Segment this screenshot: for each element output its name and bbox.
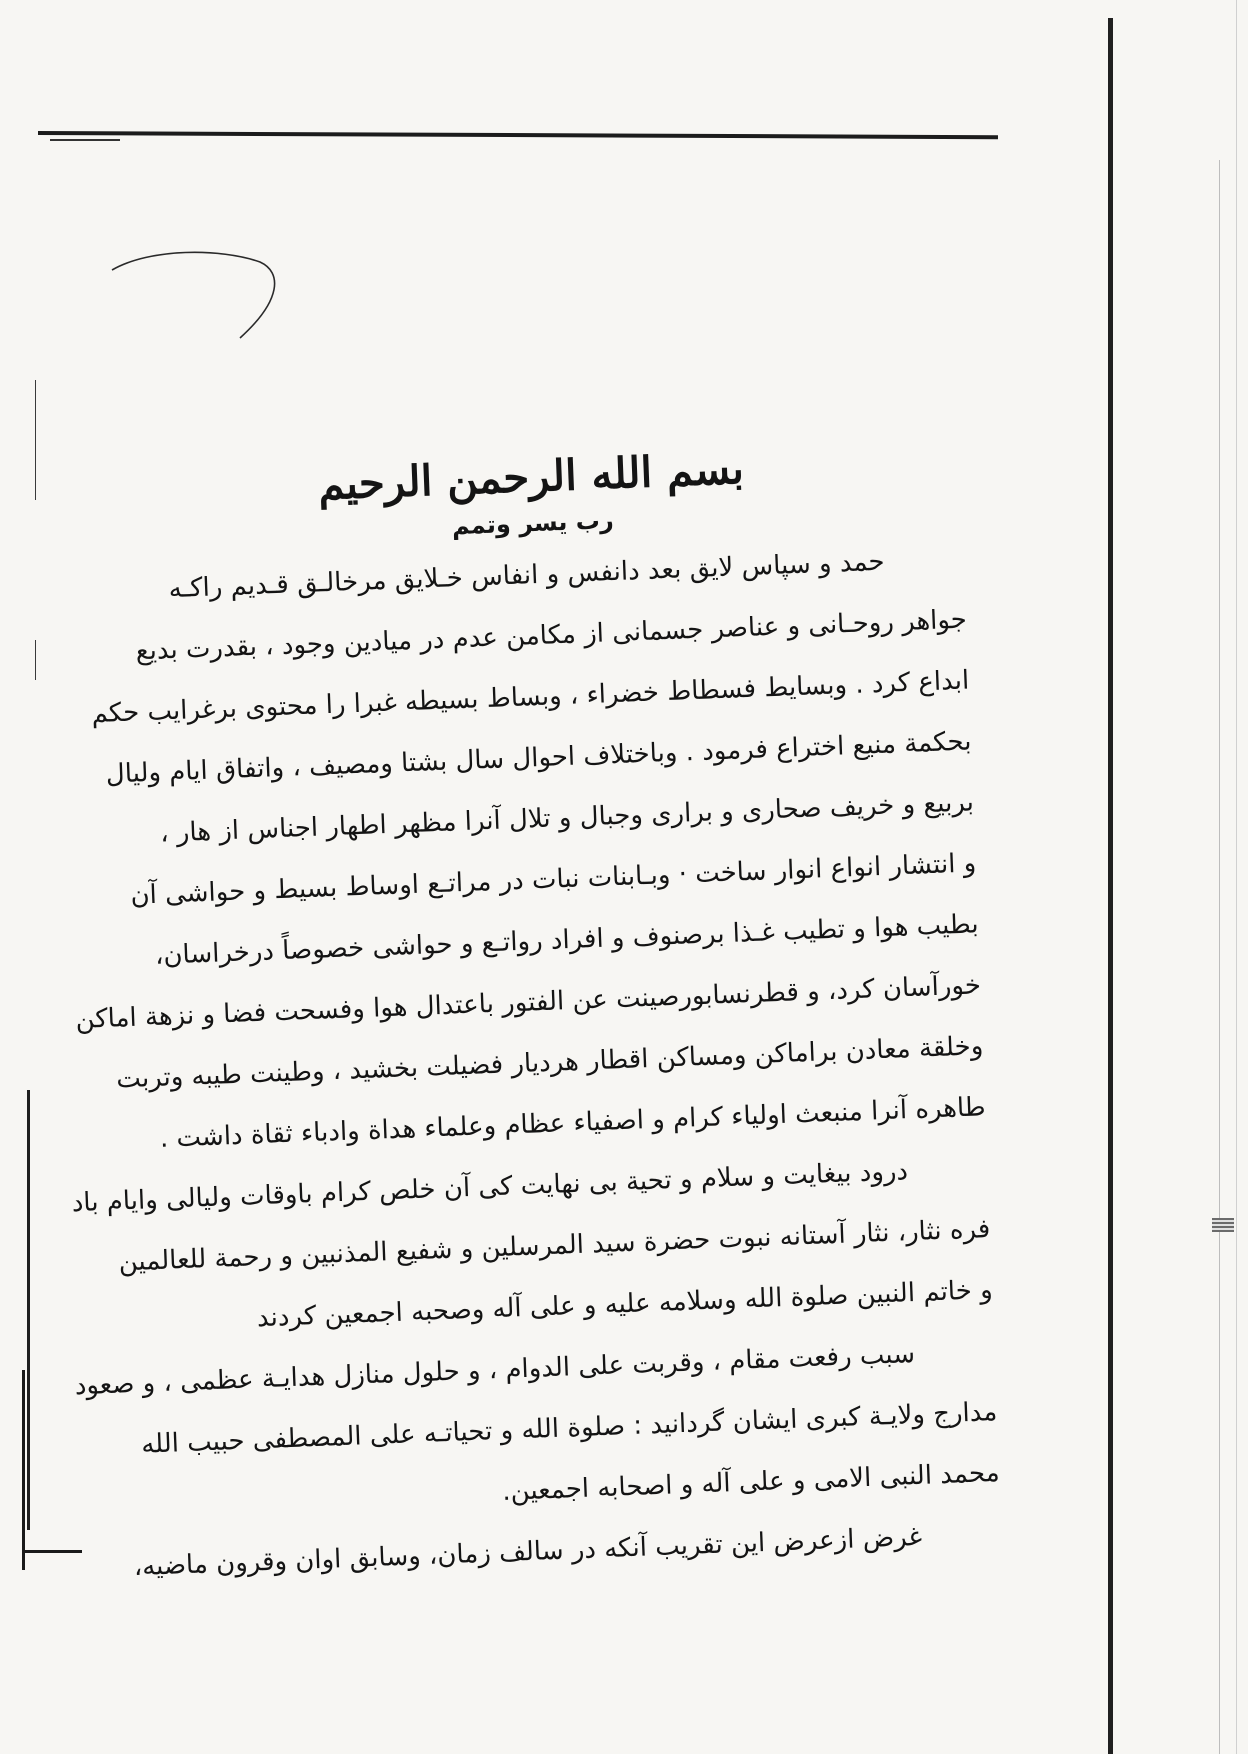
text-line: حمد و سپاس لایق بعد دانفس و انفاس خـلایق مرخالـق قـدیم راکـه xyxy=(168,546,886,605)
top-rule-line xyxy=(38,131,998,139)
paragraph-blessings xyxy=(71,1138,994,1352)
left-margin-mark xyxy=(27,1090,30,1530)
text-line: طاهره آنرا منبعث اولیاء کرام و اصفیاء عظام وعلماء هداة وادباء ثقاة داشت . xyxy=(159,1092,987,1154)
text-line: و انتشار انواع انوار ساخت · وبـابنات نبات در مراتـع اوساط بسیط و حواشی آن xyxy=(129,848,977,911)
page-edge-line-outer xyxy=(1236,0,1237,1754)
text-line: فره نثار، نثار آستانه نبوت حضرة سید المرسلین و شفیع المذنبین و رحمة للعالمین xyxy=(118,1214,991,1278)
text-line: بطیب هوا و تطیب غـذا برصنوف و افراد رواتـع و حواشی خصوصاً درخراسان، xyxy=(154,909,980,971)
left-margin-mark-middle xyxy=(35,640,36,680)
text-line: غرض ازعرض این تقریب آنکه در سالف زمان، وسابق اوان وقرون ماضیه، xyxy=(133,1521,923,1583)
manuscript-text xyxy=(71,435,1003,1596)
subtitle-invocation: رب یسر وتمم xyxy=(451,506,615,541)
text-line: جواهر روحـانی و عناصر جسمانی از مکامن عدم در میادین وجود ، بقدرت بدیع xyxy=(135,604,968,667)
paragraph-elevation xyxy=(74,1321,1001,1535)
text-line: محمد النبی الامی و علی آله و اصحابه اجمعین. xyxy=(501,1457,1001,1507)
paragraph-praise xyxy=(74,529,987,1169)
left-margin-mark-lower xyxy=(22,1370,25,1570)
text-line: ابداع کرد . وبسایط فسطاط خضراء ، وبساط بسیطه غبرا را محتوی برغرایب حکم xyxy=(90,665,970,730)
text-line: درود بیغایت و سلام و تحیة بی نهایت کی آن خلص کرام باوقات ولیالی وایام باد xyxy=(71,1156,909,1219)
text-line: خورآسان کرد، و قطرنسابورصینت عن الفتور باعتدال هوا وفسحت فضا و نزهة اماکن xyxy=(74,970,982,1036)
basmala-heading: بسم الله الرحمن الرحیم xyxy=(317,443,745,510)
edge-scan-artifact xyxy=(1212,1218,1234,1232)
text-line: و خاتم النبین صلوة الله وسلامه علیه و علی آله وصحبه اجمعین کردند xyxy=(256,1275,994,1334)
binding-edge-line xyxy=(1108,18,1113,1754)
text-line: مدارج ولایـة کبری ایشان گردانید : صلوة الله و تحیاتـه علی المصطفی حبیب الله xyxy=(140,1396,998,1460)
text-line: وخلقة معادن براماکن ومساکن اقطار هردیار فضیلت بخشید ، وطینت طیبه وتربت xyxy=(115,1031,984,1095)
text-line: سبب رفعت مقام ، وقربت علی الدوام ، و حلول منازل هدایـة عظمی ، و صعود xyxy=(74,1339,916,1402)
page-edge-line xyxy=(1219,160,1220,1754)
bottom-left-rule xyxy=(22,1550,82,1553)
top-rule-tick xyxy=(50,139,120,141)
text-line: بحکمة منیع اختراع فرمود . وباختلاف احوال سال بشتا ومصیف ، واتفاق ایام ولیال xyxy=(105,726,973,790)
text-line: بربیع و خریف صحاری و براری وجبال و تلال آنرا مظهر اطهار اجناس از هار ، xyxy=(159,787,975,849)
pen-stroke-arc xyxy=(110,250,280,340)
left-margin-mark-upper xyxy=(35,380,36,500)
